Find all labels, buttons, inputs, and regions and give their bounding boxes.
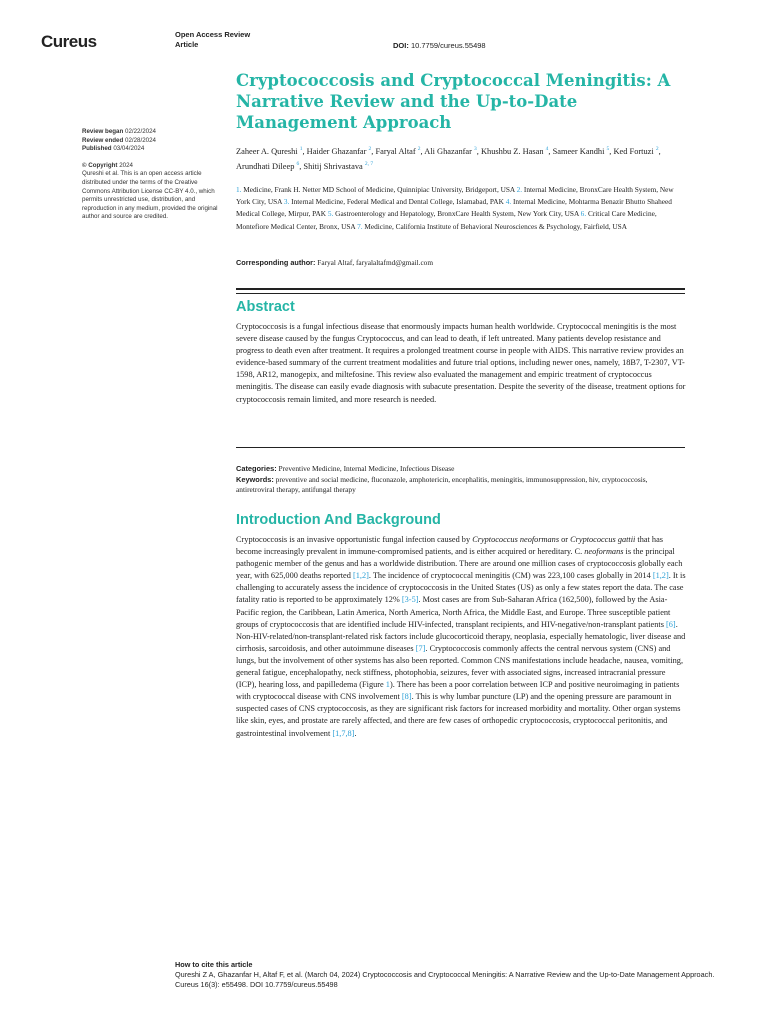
- affiliation-text: Medicine, Frank H. Netter MD School of Medicine, Quinnipiac University, Bridgeport, USA: [243, 185, 515, 194]
- doi-value[interactable]: 10.7759/cureus.55498: [410, 41, 486, 50]
- cureus-logo[interactable]: Cureus: [41, 32, 97, 51]
- author-name[interactable]: Khushbu Z. Hasan: [480, 146, 546, 156]
- author-affiliation-ref[interactable]: 4: [545, 146, 549, 152]
- how-to-cite: [175, 960, 735, 990]
- author-affiliation-ref[interactable]: 2, 7: [364, 160, 374, 167]
- citation-link[interactable]: [6]: [666, 619, 676, 629]
- citation-link[interactable]: 1: [385, 680, 390, 690]
- review-began-date: 02/22/2024: [125, 128, 156, 135]
- affiliation-text: Internal Medicine, Federal Medical and Dental College, Islamabad, PAK: [291, 197, 504, 207]
- intro-text: [236, 534, 686, 740]
- species-name: Cryptococcus neoformans: [472, 535, 560, 544]
- keywords-value: preventive and social medicine, fluconazole, amphotericin, encephalitis, meningitis, immunosuppression, hiv, cryptococcosis, antiretroviral therapy, antifungal therapy: [236, 474, 648, 494]
- intro-text-run: is the principal pathogenic member of the genus and has a worldwide distribution. There are around one million cases of cryptococcosis globally each year, with 625,000 deaths reported: [236, 547, 683, 581]
- author-name[interactable]: Faryal Altaf: [375, 146, 418, 156]
- article-type: [175, 30, 250, 50]
- author-name[interactable]: Ali Ghazanfar: [424, 146, 475, 156]
- corresponding-value[interactable]: Faryal Altaf, faryalaltafmd@gmail.com: [317, 258, 434, 267]
- citation-link[interactable]: [7]: [415, 643, 426, 653]
- intro-heading: Introduction And Background: [236, 512, 441, 528]
- published: [82, 145, 224, 154]
- license-text: Qureshi et al. This is an open access article distributed under the terms of the Creative Commons Attribution License CC-BY 4.0., which permits unrestricted use, distribution, and reproduction in any medium, provided the original author and source are credited.: [82, 170, 218, 221]
- divider-abstract: [236, 447, 685, 448]
- copyright: [82, 162, 224, 171]
- author-affiliation-ref[interactable]: 6: [296, 160, 300, 167]
- intro-text-run: . Cryptococcosis commonly affects the central nervous system (CNS) and lungs, but the involvement of other systems has also been reported. Common CNS manifestations include headache, nausea, vomiting, general fatigue, encephalopathy, neck stiffness, photophobia, seizures, fever with associated signs, increased intracranial pressure (ICP), hearing loss, and papilledema (Figure: [236, 643, 684, 690]
- published-label: Published: [82, 145, 112, 153]
- categories-value: Preventive Medicine, Internal Medicine, Infectious Disease: [278, 464, 455, 473]
- intro-text-run: or: [559, 535, 571, 544]
- citation-link[interactable]: [1,2]: [652, 571, 669, 581]
- cite-heading: How to cite this article: [175, 960, 253, 969]
- author-name[interactable]: Ked Fortuzi: [613, 146, 656, 156]
- citation-link[interactable]: [1,2]: [352, 571, 369, 581]
- affiliation-number: 7.: [357, 221, 365, 231]
- citation-link[interactable]: [3-5]: [401, 595, 419, 605]
- affiliation-text: Medicine, California Institute of Behavioral Neurosciences & Psychology, Fairfield, USA: [364, 221, 627, 231]
- author-affiliation-ref[interactable]: 2: [417, 146, 421, 152]
- abstract-heading: Abstract: [236, 299, 295, 315]
- article-type-line-2: Article: [175, 40, 199, 49]
- keywords-label: Keywords:: [236, 474, 274, 484]
- review-began-label: Review began: [82, 128, 124, 135]
- citation-link[interactable]: [8]: [401, 692, 412, 702]
- doi: [393, 41, 486, 50]
- affiliations: [236, 184, 686, 233]
- author-affiliation-ref[interactable]: 2: [655, 146, 659, 152]
- author-name[interactable]: Zaheer A. Qureshi: [236, 146, 300, 156]
- intro-text-run: . This is why lumbar puncture (LP) and the opening pressure are paramount in suspected cases of CNS cryptococcosis, as they are significant risk factors for increased morbidity and mortality. Other organ systems like skin, eyes, and prostate are rarely affected, and there are few cases of orthopedic cryptococcosis, cryptococcal peritonitis, and gastrointestinal involvement: [236, 692, 681, 738]
- copyright-label: © Copyright: [82, 161, 118, 169]
- author-affiliation-ref[interactable]: 2: [368, 146, 372, 152]
- affiliation-number: 2.: [516, 185, 524, 194]
- intro-text-run: . Most cases are from Sub-Saharan Africa (162,500), followed by the Asia-Pacific region, the Caribbean, Latin America, North America, North Africa, the Middle East, and Europe. Three susceptible patient groups of cryptococcosis that are identified include HIV-infected, transplant recipients, and HIV-negative/non-transplant patients: [236, 595, 671, 629]
- published-date: 03/04/2024: [113, 145, 145, 153]
- article-sidebar: [82, 128, 224, 222]
- categories-keywords: [236, 464, 686, 496]
- corresponding-label: Corresponding author:: [236, 258, 316, 267]
- author-affiliation-ref[interactable]: 1: [299, 146, 303, 152]
- citation-link[interactable]: [1,7,8]: [332, 728, 355, 738]
- corresponding-author: [236, 258, 686, 267]
- affiliation-text: Gastroenterology and Hepatology, BronxCare Health System, New York City, USA: [335, 209, 579, 219]
- intro-text-run: that has become increasingly prevalent in immune-compromised patients, and is either acquired or hereditary. C.: [236, 535, 663, 557]
- review-began: [82, 128, 224, 137]
- categories: [236, 464, 686, 475]
- intro-text-run: .: [354, 728, 357, 738]
- author-name[interactable]: Haider Ghazanfar: [306, 146, 369, 156]
- affiliation-number: 5.: [327, 209, 336, 219]
- author-name[interactable]: Arundhati Dileep: [236, 161, 297, 171]
- intro-text-run: . Non-HIV-related/non-transplant-related risk factors include glucocorticoid therapy, neoplasia, especially hematologic, liver disease and cirrhosis, sarcoidosis, and other autoimmune diseases: [236, 619, 686, 653]
- affiliation-text: Internal Medicine, Mohtarma Benazir Bhutto Shaheed Medical College, Mirpur, PAK: [236, 197, 672, 219]
- review-ended-label: Review ended: [82, 136, 124, 144]
- intro-text-run: Cryptococcosis is an invasive opportunistic fungal infection caused by: [236, 535, 473, 544]
- review-ended-date: 02/28/2024: [125, 136, 156, 144]
- article-type-line-1: Open Access Review: [175, 30, 251, 39]
- affiliation-number: 3.: [283, 197, 292, 207]
- divider-top-thin: [236, 293, 685, 294]
- doi-label: DOI:: [393, 41, 409, 50]
- author-affiliation-ref[interactable]: 5: [606, 146, 610, 152]
- author-affiliation-ref[interactable]: 3: [474, 146, 477, 152]
- intro-text-run: . It is challenging to accurately assess the incidence of cryptococcosis in the United States (US) as only a few states report the data. The case fatality ratio is reported to be approximately 12%: [236, 571, 686, 605]
- author-name[interactable]: Sameer Kandhi: [552, 146, 607, 156]
- affiliation-number: 4.: [505, 197, 513, 207]
- species-name: Cryptococcus gattii: [570, 535, 636, 544]
- intro-text-run: . The incidence of cryptococcal meningitis (CM) was 223,100 cases globally in 2014: [368, 571, 653, 581]
- keywords: [236, 475, 686, 496]
- affiliation-text: Internal Medicine, BronxCare Health System, New York City, USA: [236, 185, 674, 207]
- article-title: Cryptococcosis and Cryptococcal Meningitis: A Narrative Review and the Up-to-Date Management Approach: [236, 71, 671, 132]
- species-name: neoformans: [584, 547, 624, 557]
- review-ended: [82, 137, 224, 146]
- affiliation-text: Critical Care Medicine, Montefiore Medical Center, Bronx, USA: [236, 209, 657, 231]
- divider-top: [236, 288, 685, 290]
- author-name[interactable]: Shitij Shrivastava: [303, 161, 365, 171]
- author-list: Zaheer A. Qureshi $^1$, Haider Ghazanfar $^2$, Faryal Altaf $^2$, Ali Ghazanfar $^3$, Khushbu Z. Hasan $^4$, Sameer Kandhi $^5$, Ked Fortuzi $^2$, Arundhati Dileep $^6$, Shitij Shrivastava $^{2, 7}$: [236, 146, 661, 171]
- cite-text: Qureshi Z A, Ghazanfar H, Altaf F, et al. (March 04, 2024) Cryptococcosis and Cryptococcal Meningitis: A Narrative Review and the Up-to-Date Management Approach. Cureus 16(3): e55498. DOI 10.7759/cureus.55498: [175, 970, 715, 989]
- abstract-text: Cryptococcosis is a fungal infectious disease that enormously impacts human health worldwide. Cryptococcal meningitis is the most severe disease caused by the fungus Cryptococcus, and can lead to death, if left untreated. Many patients develop resistance and progress to death even after treatment. It requires a prolonged treatment course in people with AIDS. This narrative review provides an evidence-based summary of the current treatment modalities and future trial options, including newer ones, namely, 18B7, T-2307, VT-1598, AR12, manogepix, and miltefosine. This review also evaluated the management and empiric treatment of cryptococcus meningitis. The disease can easily evade diagnosis with subacute presentation. Despite the severity of the disease, treatment options for cryptococcosis remain limited, and more research is needed.: [236, 322, 686, 404]
- categories-label: Categories:: [236, 464, 277, 473]
- affiliation-number: 6.: [580, 209, 588, 219]
- copyright-year: 2024: [119, 161, 133, 169]
- affiliation-number: 1.: [236, 185, 244, 194]
- intro-text-run: ). There has been a poor correlation between ICP and positive neuroimaging in patients with cryptococcal disease with CNS involvement: [236, 680, 680, 702]
